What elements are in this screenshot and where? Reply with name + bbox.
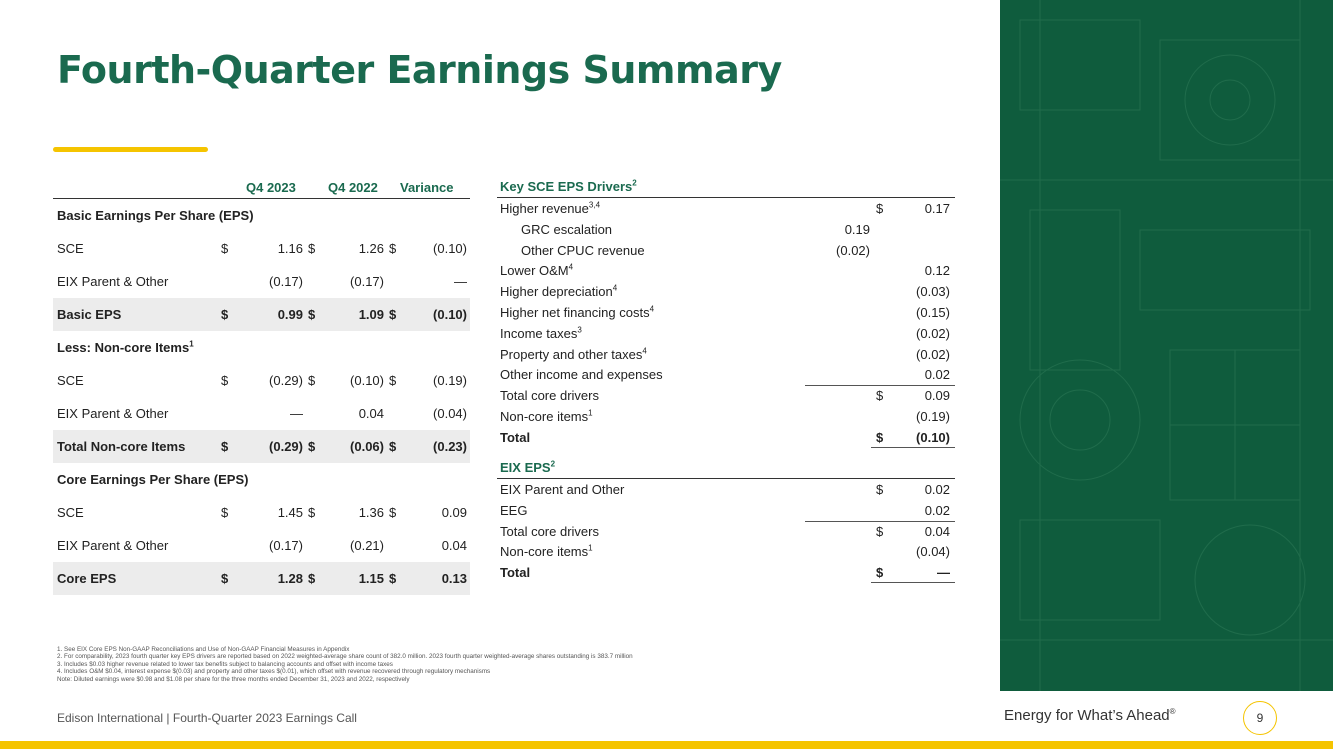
currency-symbol: $ [221, 505, 229, 520]
row-label: Income taxes$^3$ [500, 325, 582, 341]
cell-value: (0.23) [433, 439, 467, 454]
cell-value: (0.10) [350, 373, 384, 388]
section-title: Basic Earnings Per Share (EPS) [57, 208, 254, 223]
footer-company-event: Edison International | Fourth-Quarter 2023 Earnings Call [57, 711, 357, 725]
footnote: 1. See EIX Core EPS Non-GAAP Reconciliations and Use of Non-GAAP Financial Measures in Appendix [57, 646, 350, 653]
page-number: 9 [1243, 701, 1277, 735]
row-label: Core EPS [57, 571, 117, 586]
row-label: Lower $O\&M^4$ [500, 263, 574, 279]
currency-symbol: $ [389, 241, 397, 256]
cell-value: 0.02 [924, 482, 950, 497]
eps-summary-table [53, 176, 470, 595]
driver-row [497, 427, 955, 448]
row-label: Non-core items$^1$ [500, 544, 593, 560]
section-title: Less: Non-core Items$^1$ [57, 339, 194, 355]
cell-value: (0.21) [350, 538, 384, 553]
col-header-variance: Variance [400, 180, 454, 195]
row-label: SCE [57, 505, 84, 520]
driver-row [497, 260, 955, 281]
row-label: SCE [57, 241, 84, 256]
cell-value: 0.04 [358, 406, 384, 421]
subtotal-rule [805, 521, 955, 522]
row-label: Total [500, 565, 531, 581]
row-label: Basic EPS [57, 307, 122, 322]
section-title: Core Earnings Per Share (EPS) [57, 472, 249, 487]
section-basic-eps [53, 199, 470, 232]
cell-value: (0.04) [916, 544, 950, 560]
table-row [53, 232, 470, 265]
sce-eps-drivers-table [497, 177, 955, 448]
title-accent-bar [53, 147, 208, 152]
driver-row [497, 479, 955, 500]
table-row [53, 529, 470, 562]
cell-value: (0.19) [916, 408, 950, 424]
currency-symbol: $ [221, 439, 229, 454]
driver-row [497, 406, 955, 427]
table-row [53, 397, 470, 430]
blueprint-pattern [1000, 0, 1333, 691]
cell-value: 0.04 [441, 538, 467, 553]
cell-value: (0.19) [433, 373, 467, 388]
row-label: EIX Parent & Other [57, 538, 169, 553]
cell-value: (0.17) [269, 274, 303, 289]
currency-symbol: $ [308, 307, 316, 322]
footnote: 2. For comparability, 2023 fourth quarter key EPS drivers are reported based on 2022 weighted-average share count of 382.0 million. 2023 fourth quarter weighted-average shares outstanding is 383.7 million [57, 653, 633, 661]
cell-value: 0.09 [924, 388, 950, 404]
currency-symbol: $ [389, 373, 397, 388]
cell-value: (0.29) [269, 439, 303, 454]
cell-value: 0.13 [441, 571, 467, 586]
driver-row [497, 344, 955, 365]
sub-value: (0.02) [836, 242, 870, 258]
table-row-total [53, 298, 470, 331]
driver-row [497, 562, 955, 583]
section-noncore [53, 331, 470, 364]
eix-eps-table [497, 458, 955, 583]
currency-symbol: $ [221, 373, 229, 388]
sub-value: 0.19 [844, 221, 870, 237]
currency-symbol: $ [876, 482, 884, 497]
table-row [53, 496, 470, 529]
footnote: 4. Includes O&M $0.04, interest expense $(0.03) and property and other taxes $(0.01), which offset with revenue recovered through regulatory mechanisms [57, 668, 491, 676]
currency-symbol: $ [876, 523, 884, 539]
row-label: Total [500, 429, 531, 445]
row-label: Total Non-core Items [57, 439, 186, 454]
table-row [53, 364, 470, 397]
cell-value: (0.03) [916, 284, 950, 300]
row-label: Higher net financing costs$^4$ [500, 304, 655, 320]
driver-row [497, 281, 955, 302]
cell-value: — [290, 406, 303, 421]
currency-symbol: $ [221, 571, 229, 586]
cell-value: 0.17 [924, 201, 950, 216]
col-header-q4-2023: Q4 2023 [246, 180, 296, 195]
total-rule [871, 582, 955, 583]
currency-symbol: $ [221, 307, 229, 322]
cell-value: 0.02 [924, 502, 950, 518]
currency-symbol: $ [389, 439, 397, 454]
driver-row [497, 521, 955, 542]
cell-value: (0.10) [433, 241, 467, 256]
table-row-total [53, 562, 470, 595]
cell-value: 0.12 [924, 263, 950, 279]
driver-row [497, 198, 955, 219]
row-label: Higher depreciation$^4$ [500, 283, 618, 300]
cell-value: 1.45 [277, 505, 303, 520]
row-label: SCE [57, 373, 84, 388]
cell-value: (0.29) [269, 373, 303, 388]
driver-row [497, 240, 955, 261]
table-row [53, 265, 470, 298]
driver-row [497, 323, 955, 344]
currency-symbol: $ [876, 429, 884, 445]
driver-row [497, 541, 955, 562]
subtotal-rule [805, 385, 955, 386]
row-label: EIX Parent and Other [500, 482, 625, 497]
cell-value: 0.04 [924, 523, 950, 539]
cell-value: 1.15 [358, 571, 384, 586]
driver-row [497, 385, 955, 406]
row-label: Total core drivers [500, 523, 599, 539]
row-label: GRC escalation [521, 221, 613, 237]
currency-symbol: $ [876, 388, 884, 404]
row-label: EIX Parent & Other [57, 406, 169, 421]
cell-value: 1.36 [358, 505, 384, 520]
currency-symbol: $ [221, 241, 229, 256]
footnote: Note: Diluted earnings were $0.98 and $1.08 per share for the three months ended December 31, 2023 and 2022, respectively [57, 675, 410, 683]
cell-value: — [937, 565, 950, 581]
table-row-total [53, 430, 470, 463]
row-label: EIX Parent & Other [57, 274, 169, 289]
cell-value: (0.02) [916, 346, 950, 362]
driver-row [497, 219, 955, 240]
row-label: Other CPUC revenue [521, 242, 645, 258]
footnote: 3. Includes $0.03 higher revenue related to lower tax benefits subject to balancing accounts and offset with income taxes [57, 660, 393, 668]
cell-value: (0.17) [269, 538, 303, 553]
driver-row [497, 500, 955, 521]
eps-table-header [53, 176, 470, 199]
total-rule [871, 447, 955, 448]
footer-tagline: Energy for What’s Ahead® [1004, 707, 1176, 724]
currency-symbol: $ [876, 201, 884, 216]
driver-row [497, 302, 955, 323]
section-core-eps [53, 463, 470, 496]
eix-eps-title: EIX EPS$^2$ [497, 458, 955, 479]
cell-value: (0.17) [350, 274, 384, 289]
currency-symbol: $ [308, 505, 316, 520]
cell-value: 0.09 [441, 505, 467, 520]
currency-symbol: $ [389, 505, 397, 520]
decorative-blueprint-panel [1000, 0, 1333, 691]
cell-value: 0.02 [924, 367, 950, 383]
row-label: EEG [500, 502, 528, 518]
col-header-q4-2022: Q4 2022 [328, 180, 378, 195]
footnotes [57, 646, 633, 683]
cell-value: 1.16 [277, 241, 303, 256]
row-label: Property and other taxes$^4$ [500, 346, 647, 362]
cell-value: (0.15) [916, 304, 950, 320]
driver-row [497, 364, 955, 385]
cell-value: 1.26 [358, 241, 384, 256]
cell-value: (0.10) [916, 429, 950, 445]
currency-symbol: $ [389, 307, 397, 322]
currency-symbol: $ [308, 373, 316, 388]
cell-value: — [454, 274, 467, 289]
currency-symbol: $ [308, 241, 316, 256]
cell-value: 1.28 [277, 571, 303, 586]
cell-value: (0.04) [433, 406, 467, 421]
bottom-accent-stripe [0, 741, 1333, 749]
row-label: Non-core items$^1$ [500, 408, 593, 424]
cell-value: (0.02) [916, 325, 950, 341]
row-label: Total core drivers [500, 388, 599, 404]
sce-drivers-title: Key SCE EPS Drivers$^2$ [497, 177, 955, 198]
row-label: Higher revenue$^{3,4}$ [500, 200, 601, 216]
currency-symbol: $ [308, 439, 316, 454]
cell-value: (0.10) [433, 307, 467, 322]
currency-symbol: $ [389, 571, 397, 586]
page-title: Fourth-Quarter Earnings Summary [57, 48, 782, 92]
row-label: Other income and expenses [500, 367, 663, 383]
cell-value: (0.06) [350, 439, 384, 454]
cell-value: 1.09 [358, 307, 384, 322]
cell-value: 0.99 [277, 307, 303, 322]
currency-symbol: $ [876, 565, 884, 581]
currency-symbol: $ [308, 571, 316, 586]
